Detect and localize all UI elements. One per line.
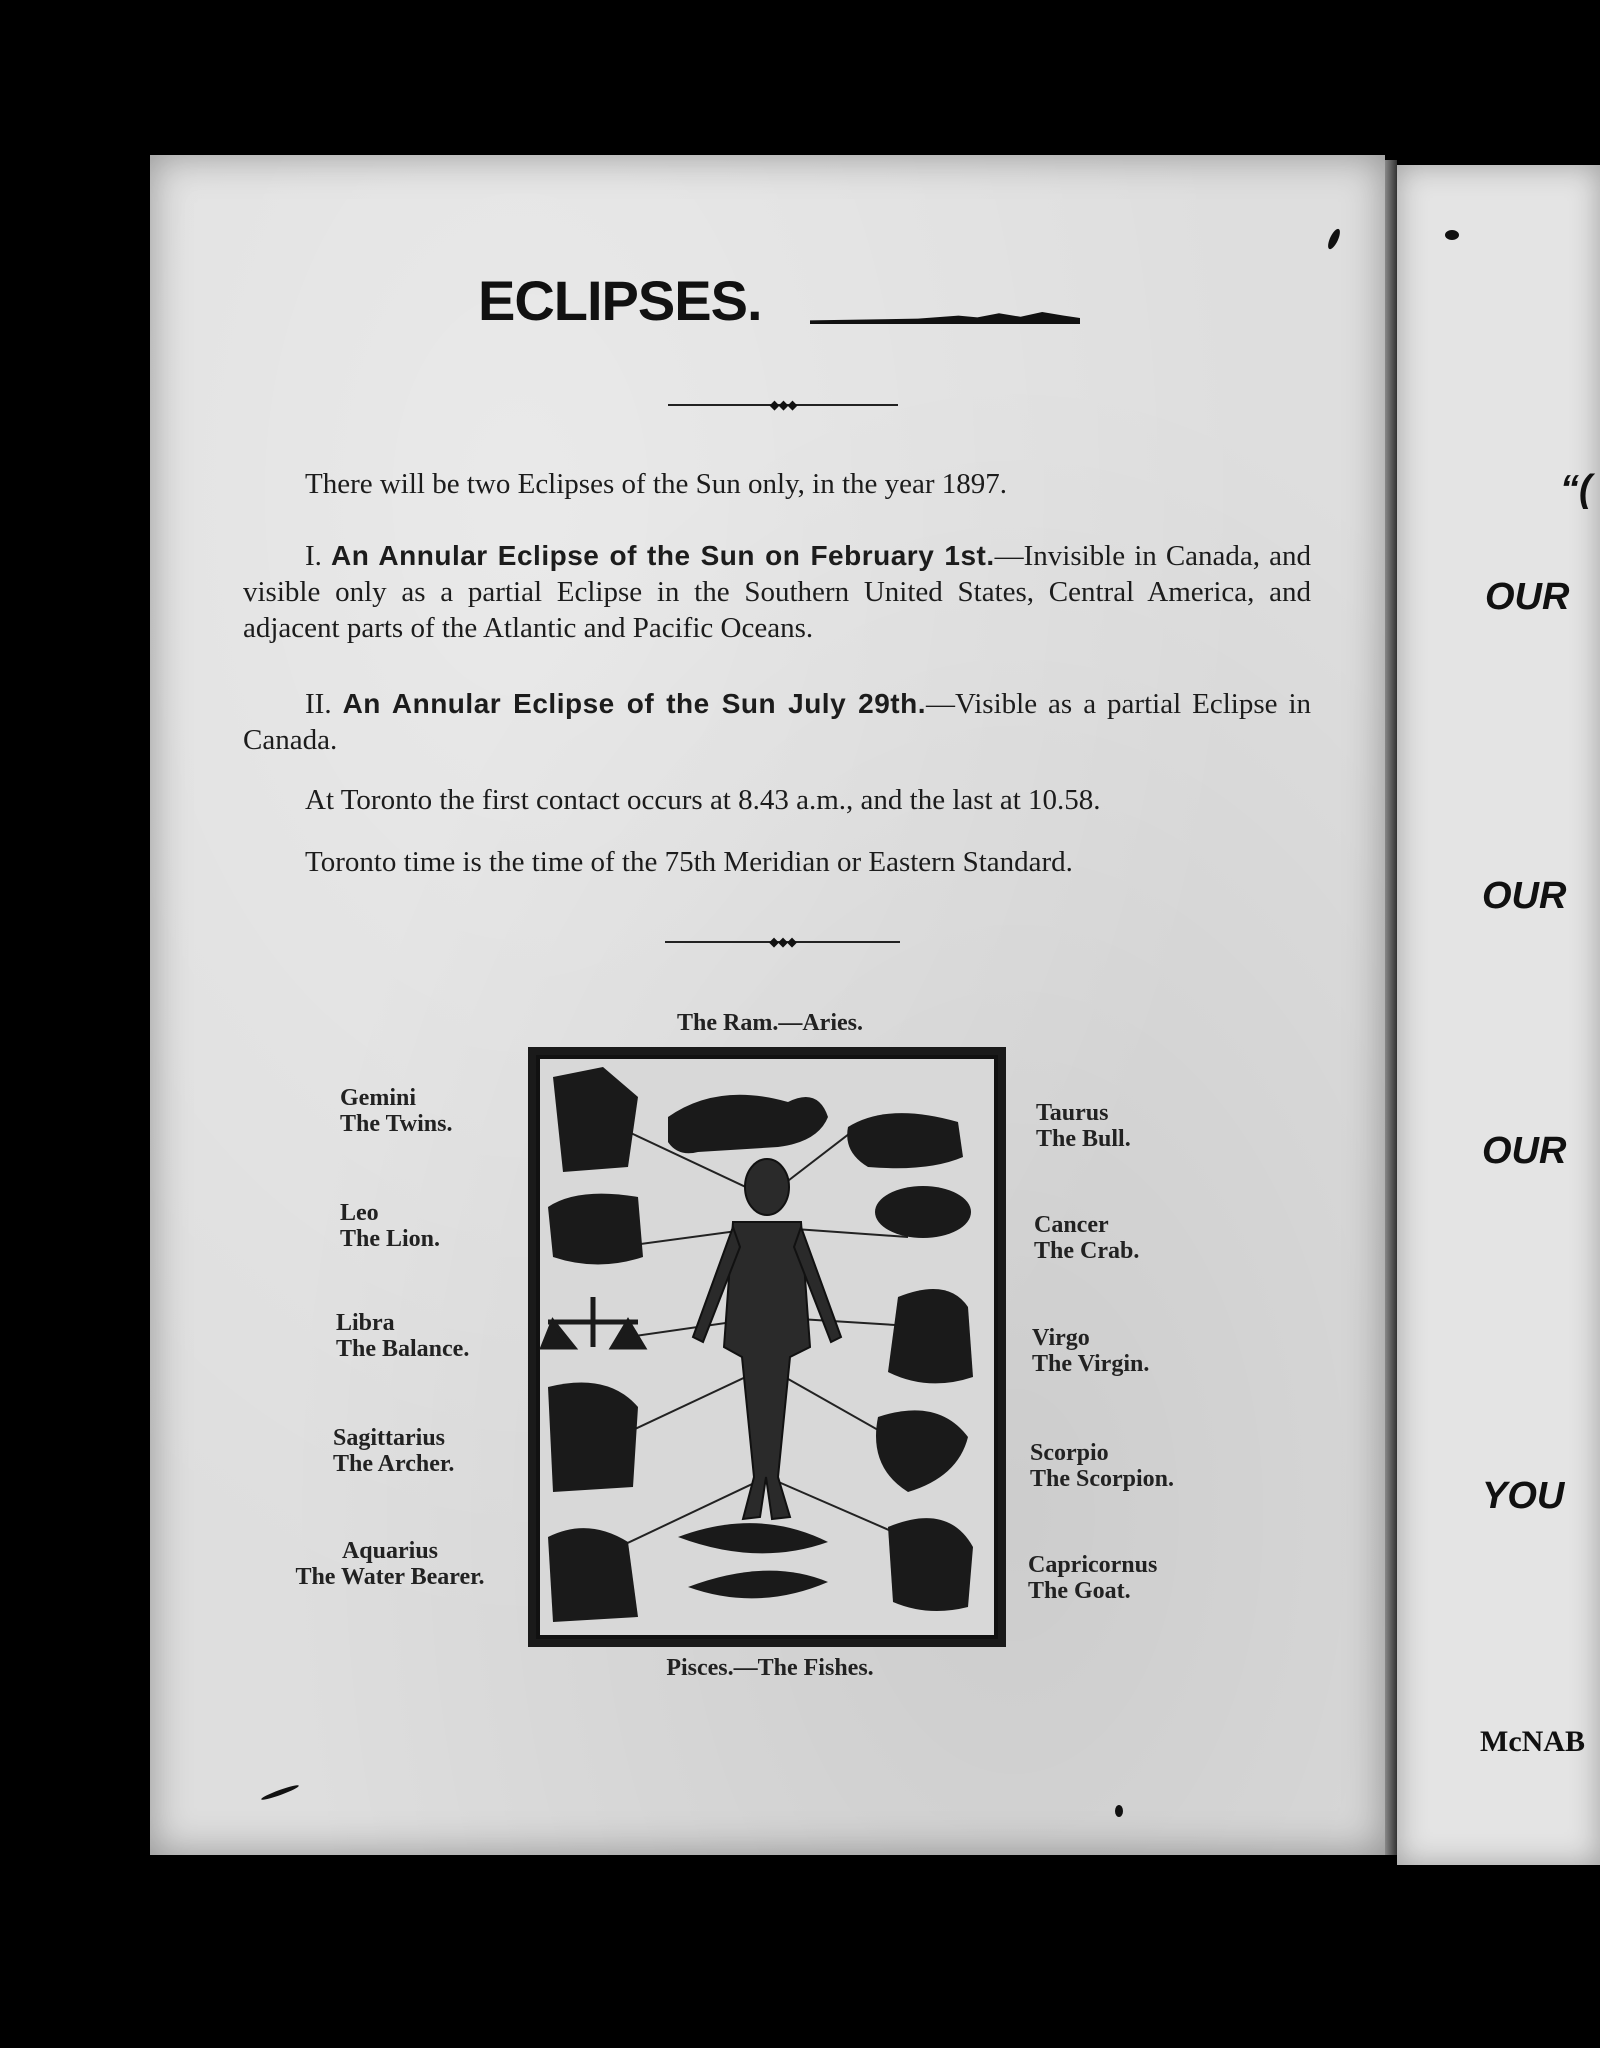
aquarius-latin: Aquarius <box>341 1538 439 1564</box>
leo-english: The Lion. <box>340 1226 441 1252</box>
toronto-contact-paragraph <box>243 782 1311 818</box>
zodiac-woodcut-drawing <box>528 1047 1006 1647</box>
capricornus-latin: Capricornus <box>1028 1552 1158 1578</box>
taurus-latin: Taurus <box>1036 1100 1109 1126</box>
right-line-1: OUR <box>1485 576 1570 618</box>
scan-speck <box>1445 230 1459 240</box>
leo-latin: Leo <box>340 1200 379 1226</box>
zodiac-left-sagittarius <box>333 1425 454 1477</box>
virgo-latin: Virgo <box>1032 1325 1090 1351</box>
right-quote-mark: “( <box>1560 468 1592 510</box>
zodiac-left-gemini <box>340 1085 453 1137</box>
eclipse-2-paragraph <box>243 686 1311 758</box>
libra-latin: Libra <box>336 1310 395 1336</box>
eclipse-1-heading: An Annular Eclipse of the Sun on February 1st. <box>331 540 995 571</box>
libra-english: The Balance. <box>336 1336 470 1362</box>
sagittarius-latin: Sagittarius <box>333 1425 446 1451</box>
zodiac-left-leo <box>340 1200 440 1252</box>
scan-speck <box>1115 1805 1123 1817</box>
adjacent-page <box>1397 165 1600 1865</box>
virgo-english: The Virgin. <box>1032 1351 1150 1377</box>
zodiac-right-virgo <box>1032 1325 1149 1377</box>
eclipse-1-text: —Invisible in Canada, and visible only as a partial Eclipse in the Southern United States, Central America, and adjacent parts of the Atlantic and Pacific Oceans. <box>243 540 1311 644</box>
page-gutter <box>1385 160 1397 1855</box>
eclipse-1-paragraph <box>243 538 1311 646</box>
right-line-2: OUR <box>1482 875 1567 917</box>
page-title: ECLIPSES. <box>478 269 762 332</box>
cancer-english: The Crab. <box>1034 1238 1140 1264</box>
ornament-divider-bottom: ◆◆◆ <box>665 935 900 949</box>
intro-text: There will be two Eclipses of the Sun only, in the year 1897. <box>305 468 1008 500</box>
eclipse-2-heading: An Annular Eclipse of the Sun July 29th. <box>342 688 927 719</box>
eclipse-2-text: —Visible as a partial Eclipse in Canada. <box>243 688 1312 756</box>
eclipse-2-numeral: II. <box>305 688 332 720</box>
sagittarius-english: The Archer. <box>333 1451 455 1477</box>
toronto-time-paragraph <box>243 844 1311 880</box>
eclipse-1-numeral: I. <box>305 540 322 572</box>
aquarius-english: The Water Bearer. <box>295 1564 485 1590</box>
gemini-english: The Twins. <box>340 1111 453 1137</box>
zodiac-left-libra <box>336 1310 469 1362</box>
scorpio-english: The Scorpion. <box>1030 1466 1175 1492</box>
zodiac-man-illustration <box>528 1047 1006 1647</box>
zodiac-right-scorpio <box>1030 1440 1174 1492</box>
cancer-latin: Cancer <box>1034 1212 1109 1238</box>
taurus-english: The Bull. <box>1036 1126 1131 1152</box>
zodiac-right-cancer <box>1034 1212 1139 1264</box>
ornament-divider-top: ◆◆◆ <box>668 398 898 412</box>
zodiac-bottom-label <box>610 1655 930 1681</box>
zodiac-left-aquarius <box>280 1538 500 1590</box>
intro-paragraph <box>243 466 1311 502</box>
right-line-3: OUR <box>1482 1130 1567 1172</box>
capricornus-english: The Goat. <box>1028 1578 1131 1604</box>
gemini-latin: Gemini <box>340 1085 416 1111</box>
aries-label: The Ram.—Aries. <box>677 1010 863 1036</box>
zodiac-right-capricornus <box>1028 1552 1157 1604</box>
pisces-label: Pisces.—The Fishes. <box>666 1655 874 1681</box>
zodiac-right-taurus <box>1036 1100 1131 1152</box>
right-footer-text: McNAB <box>1480 1725 1585 1758</box>
zodiac-top-label <box>620 1010 920 1036</box>
toronto-contact-text: At Toronto the first contact occurs at 8.43 a.m., and the last at 10.58. <box>305 784 1101 816</box>
right-line-4: YOU <box>1482 1475 1565 1517</box>
toronto-time-text: Toronto time is the time of the 75th Meridian or Eastern Standard. <box>305 846 1073 878</box>
scorpio-latin: Scorpio <box>1030 1440 1109 1466</box>
